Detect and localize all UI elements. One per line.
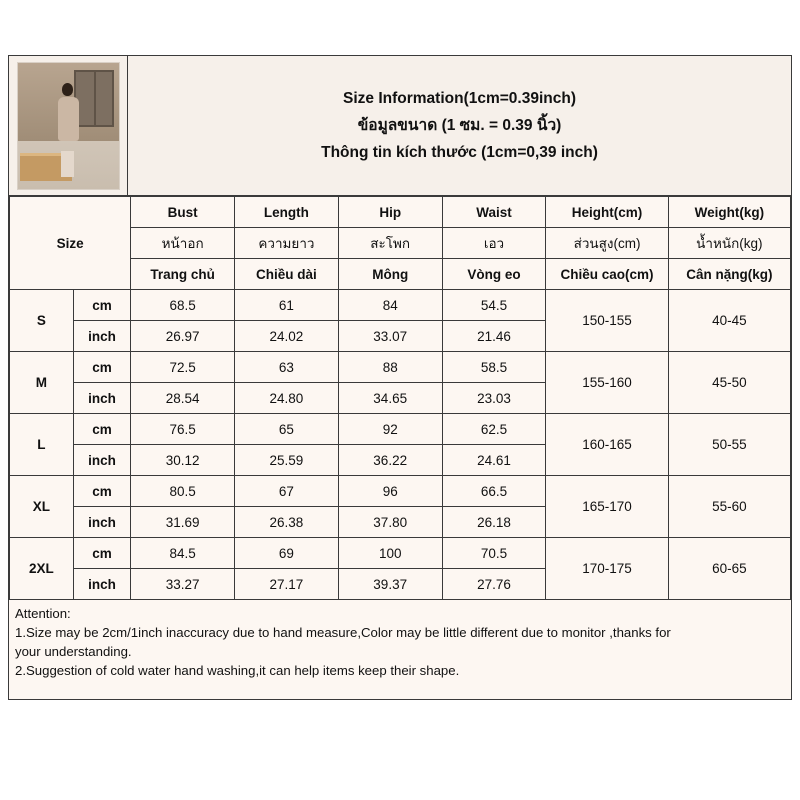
row-unit-cm: cm [73, 476, 131, 507]
column-header-length-vi: Chiều dài [235, 259, 339, 290]
column-header-length-en: Length [235, 197, 339, 228]
cell-waist-inch: 23.03 [442, 383, 546, 414]
column-header-bust-th: หน้าอก [131, 228, 235, 259]
cell-height: 170-175 [546, 538, 668, 600]
column-header-bust-vi: Trang chủ [131, 259, 235, 290]
column-header-length-th: ความยาว [235, 228, 339, 259]
cell-hip-cm: 88 [338, 352, 442, 383]
row-unit-cm: cm [73, 538, 131, 569]
cell-bust-inch: 26.97 [131, 321, 235, 352]
title-line-th: ข้อมูลขนาด (1 ซม. = 0.39 นิ้ว) [357, 116, 562, 134]
photo-model-legs [61, 151, 74, 177]
cell-length-inch: 24.80 [235, 383, 339, 414]
cell-hip-inch: 37.80 [338, 507, 442, 538]
row-unit-inch: inch [73, 507, 131, 538]
cell-weight: 45-50 [668, 352, 790, 414]
cell-hip-inch: 36.22 [338, 445, 442, 476]
row-size-label: XL [10, 476, 74, 538]
cell-waist-inch: 24.61 [442, 445, 546, 476]
title-line-vi: Thông tin kích thước (1cm=0,39 inch) [321, 144, 598, 162]
column-header-hip-vi: Mông [338, 259, 442, 290]
cell-length-inch: 27.17 [235, 569, 339, 600]
column-header-weight-th: น้ำหนัก(kg) [668, 228, 790, 259]
cell-height: 150-155 [546, 290, 668, 352]
cell-waist-cm: 58.5 [442, 352, 546, 383]
cell-waist-inch: 26.18 [442, 507, 546, 538]
cell-waist-inch: 27.76 [442, 569, 546, 600]
cell-bust-cm: 80.5 [131, 476, 235, 507]
cell-waist-cm: 62.5 [442, 414, 546, 445]
table-row [10, 476, 791, 507]
cell-length-cm: 69 [235, 538, 339, 569]
table-row [10, 538, 791, 569]
column-header-height-vi: Chiều cao(cm) [546, 259, 668, 290]
cell-bust-cm: 76.5 [131, 414, 235, 445]
row-unit-inch: inch [73, 569, 131, 600]
cell-length-inch: 25.59 [235, 445, 339, 476]
cell-height: 160-165 [546, 414, 668, 476]
header-row-en [10, 197, 791, 228]
column-header-weight-vi: Cân nặng(kg) [668, 259, 790, 290]
cell-length-inch: 24.02 [235, 321, 339, 352]
cell-hip-inch: 39.37 [338, 569, 442, 600]
cell-weight: 60-65 [668, 538, 790, 600]
row-unit-cm: cm [73, 290, 131, 321]
cell-hip-inch: 34.65 [338, 383, 442, 414]
attention-notes [9, 600, 791, 699]
notes-line-2: 2.Suggestion of cold water hand washing,it can help items keep their shape. [15, 663, 460, 679]
cell-weight: 40-45 [668, 290, 790, 352]
column-header-bust-en: Bust [131, 197, 235, 228]
table-row [10, 290, 791, 321]
cell-bust-inch: 33.27 [131, 569, 235, 600]
cell-waist-inch: 21.46 [442, 321, 546, 352]
row-size-label: 2XL [10, 538, 74, 600]
photo-window [74, 70, 114, 127]
row-size-label: L [10, 414, 74, 476]
cell-hip-cm: 84 [338, 290, 442, 321]
row-unit-inch: inch [73, 445, 131, 476]
column-header-waist-en: Waist [442, 197, 546, 228]
column-header-height-en: Height(cm) [546, 197, 668, 228]
cell-length-cm: 61 [235, 290, 339, 321]
column-header-hip-th: สะโพก [338, 228, 442, 259]
photo-model-body [58, 97, 79, 141]
product-photo [17, 62, 120, 190]
cell-weight: 55-60 [668, 476, 790, 538]
table-row [10, 352, 791, 383]
cell-hip-cm: 100 [338, 538, 442, 569]
notes-line-1-cont: your understanding. [15, 644, 132, 660]
cell-bust-cm: 72.5 [131, 352, 235, 383]
cell-weight: 50-55 [668, 414, 790, 476]
cell-bust-inch: 30.12 [131, 445, 235, 476]
product-photo-cell [9, 56, 128, 195]
row-unit-inch: inch [73, 383, 131, 414]
cell-height: 155-160 [546, 352, 668, 414]
chart-title-block [128, 56, 791, 195]
size-word-cell: Size [10, 197, 131, 290]
cell-bust-inch: 28.54 [131, 383, 235, 414]
column-header-waist-th: เอว [442, 228, 546, 259]
notes-line-1: 1.Size may be 2cm/1inch inaccuracy due to hand measure,Color may be little different due to monitor ,thanks for [15, 625, 671, 641]
cell-hip-cm: 96 [338, 476, 442, 507]
size-table [9, 196, 791, 600]
cell-bust-cm: 68.5 [131, 290, 235, 321]
table-row [10, 414, 791, 445]
cell-length-inch: 26.38 [235, 507, 339, 538]
cell-hip-cm: 92 [338, 414, 442, 445]
column-header-weight-en: Weight(kg) [668, 197, 790, 228]
column-header-hip-en: Hip [338, 197, 442, 228]
cell-length-cm: 63 [235, 352, 339, 383]
column-header-height-th: ส่วนสูง(cm) [546, 228, 668, 259]
row-unit-cm: cm [73, 414, 131, 445]
cell-bust-inch: 31.69 [131, 507, 235, 538]
cell-height: 165-170 [546, 476, 668, 538]
cell-length-cm: 67 [235, 476, 339, 507]
row-unit-inch: inch [73, 321, 131, 352]
row-unit-cm: cm [73, 352, 131, 383]
cell-hip-inch: 33.07 [338, 321, 442, 352]
row-size-label: S [10, 290, 74, 352]
row-size-label: M [10, 352, 74, 414]
cell-bust-cm: 84.5 [131, 538, 235, 569]
photo-model-head [62, 83, 73, 96]
notes-title: Attention: [15, 606, 71, 621]
cell-waist-cm: 54.5 [442, 290, 546, 321]
size-chart [8, 55, 792, 700]
cell-length-cm: 65 [235, 414, 339, 445]
title-line-en: Size Information(1cm=0.39inch) [343, 89, 576, 107]
chart-header [9, 56, 791, 196]
cell-waist-cm: 66.5 [442, 476, 546, 507]
column-header-waist-vi: Vòng eo [442, 259, 546, 290]
cell-waist-cm: 70.5 [442, 538, 546, 569]
